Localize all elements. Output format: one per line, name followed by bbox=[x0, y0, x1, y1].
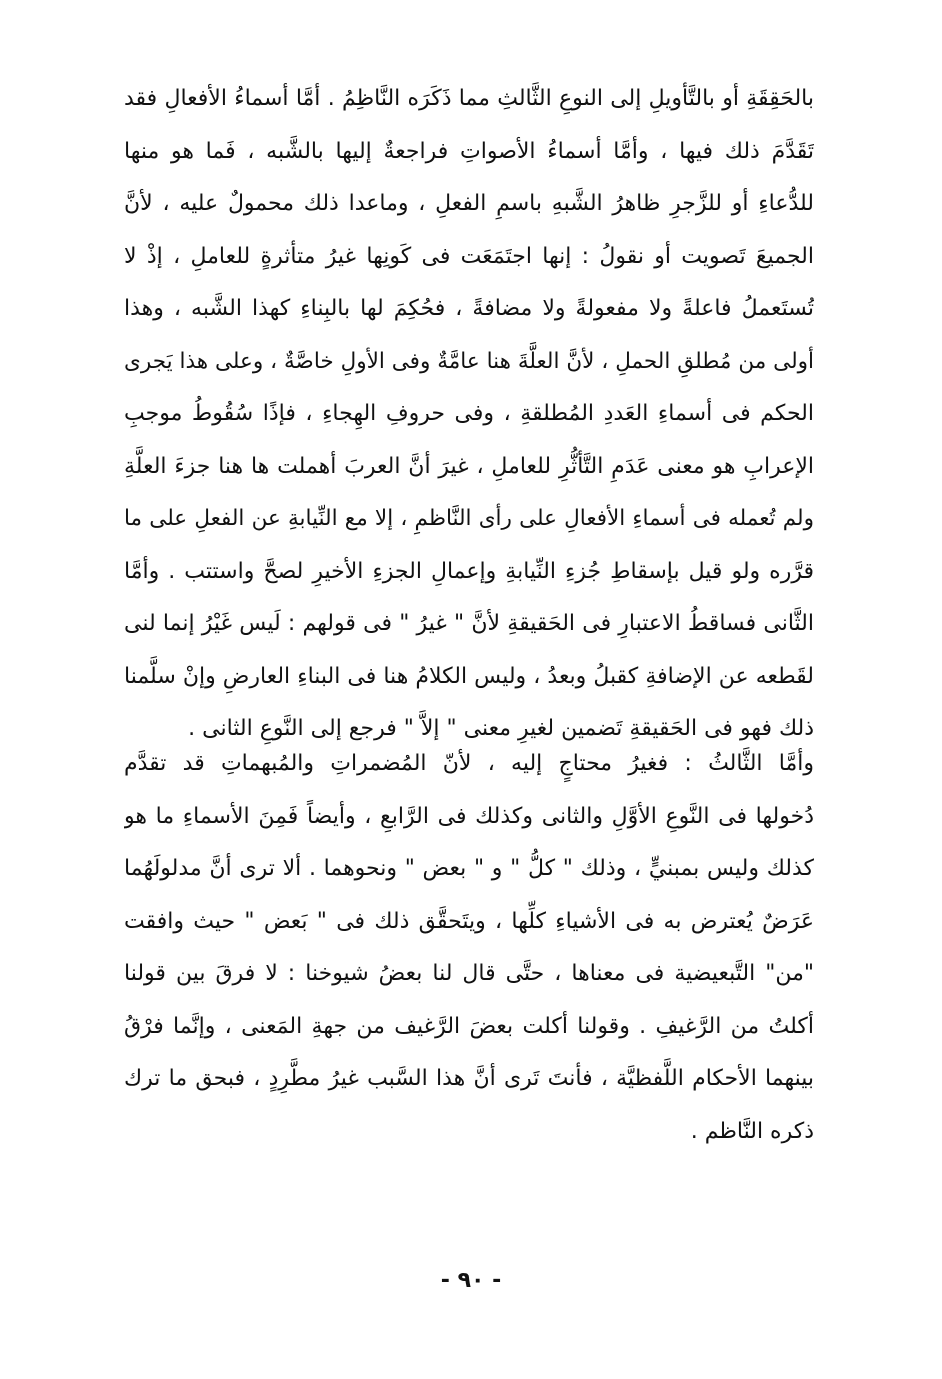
text-line: أكلتُ من الرَّغيفِ . وقولنا أكلت بعضَ الرَّغيف من جهةِ المَعنى ، وإنَّما فرْقُ bbox=[124, 1013, 814, 1039]
text-line: الجميعَ تَصويت أو نقولُ : إنها اجتَمَعَت فى كَونِها غيرُ متأثرةٍ للعاملِ ، إذْ لا bbox=[124, 243, 814, 269]
text-line: الإعرابِ هو معنى عَدَمِ التَّأثُّرِ للعاملِ ، غيرَ أنَّ العربَ أهملت ها هنا جزءَ العلَّةِ bbox=[124, 453, 814, 479]
text-line: عَرَضٌ يُعترض به فى الأشياءِ كلِّها ، ويتَحقَّق ذلك فى " بَعض " حيث وافقت bbox=[124, 908, 814, 934]
text-line: بينهما الأحكام اللَّفظيَّة ، فأنتَ تَرى أنَّ هذا السَّبب غيرُ مطَّرِدٍ ، فبحق ما ترك bbox=[124, 1066, 814, 1091]
text-line: تُستَعملُ فاعلةً ولا مفعولةً ولا مضافةً ، فحُكِمَ لها بالبِناءِ كهذا الشَّبه ، وهذا bbox=[124, 296, 814, 321]
text-line: الثَّانى فساقطُ الاعتبارِ فى الحَقيقةِ لأنَّ " غيرُ " فى قولهم : لَيس غَيْرُ إنما لنى bbox=[124, 611, 814, 636]
text-line: للدُّعاءِ أو للزَّجرِ ظاهرُ الشَّبهِ باسمِ الفعلِ ، وماعدا ذلك محمولٌ عليه ، لأنَّ bbox=[124, 191, 814, 216]
page-number: - ٩٠ - bbox=[440, 1268, 502, 1293]
text-line: لقَطعه عن الإضافةِ كقبلُ وبعدُ ، وليس الكلامُ هنا فى البناءِ العارضِ وإنْ سلَّمنا bbox=[124, 663, 814, 689]
paragraph-1 bbox=[124, 73, 814, 756]
text-line: ذكره النَّاظم . bbox=[690, 1118, 814, 1144]
text-line: وأمَّا الثَّالثُ : فغيرُ محتاجٍ إليه ، لأنّ المُضمراتِ والمُبهماتِ قد تقدَّم bbox=[124, 751, 814, 776]
text-line: ولم تُعمله فى أسماءِ الأفعالِ على رأى النَّاظمِ ، إلا مع النِّيابةِ عن الفعلِ على ما bbox=[124, 506, 814, 531]
text-line: الحكم فى أسماءِ العَددِ المُطلقةِ ، وفى حروفِ الهِجاءِ ، فإذًا سُقُوطُ موجبِ bbox=[124, 401, 814, 426]
text-line: دُخولها فى النَّوعِ الأوَّلِ والثانى وكذلك فى الرَّابعِ ، وأيضاً فَمِنَ الأسماءِ ما هو bbox=[124, 803, 814, 829]
text-line: تَقَدَّمَ ذلك فيها ، وأمَّا أسماءُ الأصواتِ فراجعةٌ إليها بالشَّبه ، فَما هو منها bbox=[124, 138, 814, 164]
paragraph-2 bbox=[124, 738, 814, 1158]
text-line: "من" التَّبعيضية فى معناها ، حتَّى قال لنا بعضُ شيوخنا : لا فرقَ بين قولنا bbox=[124, 961, 814, 986]
text-line: ذلك فهو فى الحَقيقةِ تَضمين لغيرِ معنى " إلاَّ " فرجع إلى النَّوعِ الثانى . bbox=[188, 716, 814, 741]
text-line: بالحَقِقَةِ أو بالتَّأويلِ إلى النوعِ الثَّالثِ مما ذَكَرَه النَّاظِمُ . أمَّا أسماءُ الأفعالِ فقد bbox=[124, 86, 814, 111]
text-line: أولى من مُطلقِ الحملِ ، لأنَّ العلَّةَ هنا عامَّةٌ وفى الأولِ خاصَّةٌ ، وعلى هذا يَجرى bbox=[124, 348, 814, 374]
text-line: كذلك وليس بمبنيٍّ ، وذلك " كلُّ " و " بعض " ونحوهما . ألا ترى أنَّ مدلولَهُما bbox=[124, 856, 814, 881]
text-line: قرَّره ولو قيل بإسقاطِ جُزءِ النِّيابةِ وإعمالِ الجزءِ الأخيرِ لصحَّ واستتب . وأمَّا bbox=[124, 558, 814, 584]
